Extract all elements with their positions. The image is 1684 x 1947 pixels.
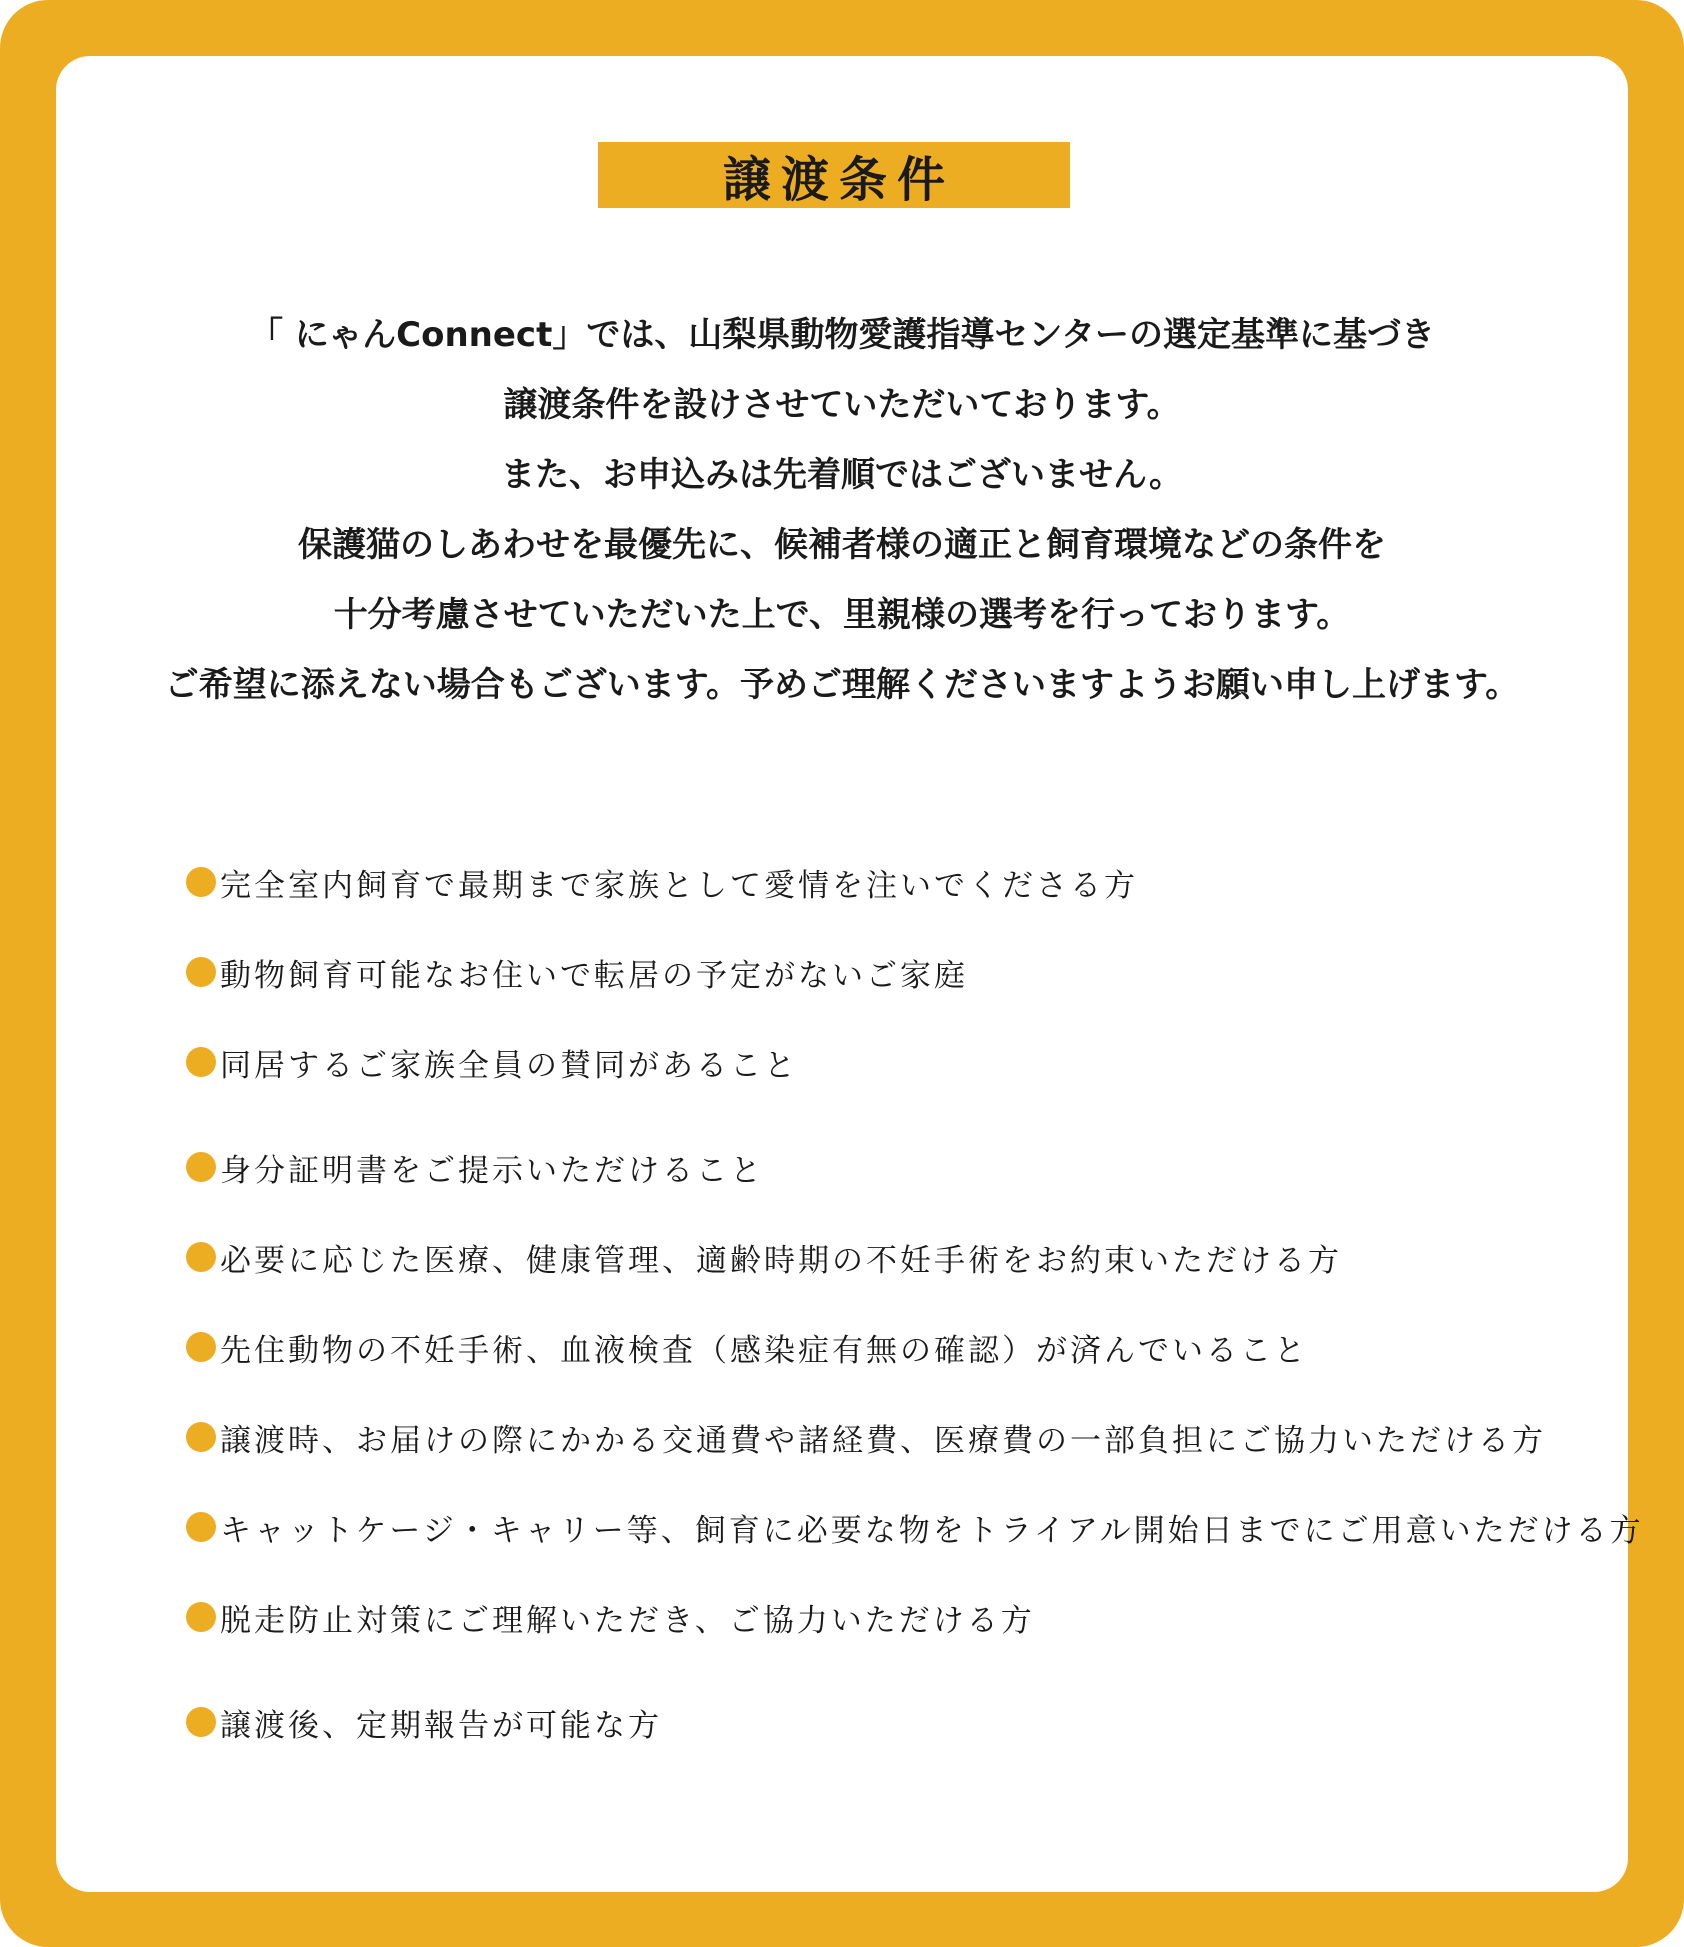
intro-line: 十分考慮させていただいた上で、里親様の選考を行っております。 xyxy=(333,595,1351,635)
bullet-dot-icon xyxy=(186,1047,216,1077)
condition-text: 脱走防止対策にご理解いただき、ご協力いただける方 xyxy=(220,1602,1035,1639)
list-item xyxy=(186,1415,1546,1459)
list-item xyxy=(186,860,1138,904)
list-item xyxy=(186,1325,1308,1369)
list-item xyxy=(186,950,968,994)
bullet-dot-icon xyxy=(186,1332,216,1362)
bullet-dot-icon xyxy=(186,1152,216,1182)
list-item xyxy=(186,1040,798,1084)
condition-text: 先住動物の不妊手術、血液検査（感染症有無の確認）が済んでいること xyxy=(220,1332,1308,1369)
intro-line: ご希望に添えない場合もございます。予めご理解くださいますようお願い申し上げます。 xyxy=(164,665,1520,705)
intro-line: また、お申込みは先着順ではございません。 xyxy=(500,455,1184,495)
list-item xyxy=(186,1700,662,1744)
bullet-dot-icon xyxy=(186,1707,216,1737)
intro-line: 譲渡条件を設けさせていただいております。 xyxy=(503,385,1181,425)
intro-line: 「 にゃんConnect」では、山梨県動物愛護指導センターの選定基準に基づき xyxy=(249,315,1435,355)
page-title: 譲渡条件 xyxy=(722,151,955,208)
condition-text: 同居するご家族全員の賛同があること xyxy=(220,1047,798,1084)
bullet-dot-icon xyxy=(186,1242,216,1272)
bullet-dot-icon xyxy=(186,867,216,897)
bullet-dot-icon xyxy=(186,1602,216,1632)
condition-text: 身分証明書をご提示いただけること xyxy=(220,1152,764,1189)
bullet-dot-icon xyxy=(186,1422,216,1452)
bullet-dot-icon xyxy=(186,957,216,987)
condition-text: 譲渡時、お届けの際にかかる交通費や諸経費、医療費の一部負担にご協力いただける方 xyxy=(220,1422,1546,1459)
intro-line: 保護猫のしあわせを最優先に、候補者様の適正と飼育環境などの条件を xyxy=(298,525,1386,565)
intro-paragraph xyxy=(56,300,1628,720)
list-item xyxy=(186,1595,1035,1639)
bullet-dot-icon xyxy=(186,1512,216,1542)
list-item xyxy=(186,1145,764,1189)
condition-text: 動物飼育可能なお住いで転居の予定がないご家庭 xyxy=(220,957,968,994)
title-band xyxy=(598,142,1070,208)
condition-text: 必要に応じた医療、健康管理、適齢時期の不妊手術をお約束いただける方 xyxy=(220,1242,1342,1279)
condition-text: 譲渡後、定期報告が可能な方 xyxy=(220,1707,662,1744)
condition-text: キャットケージ・キャリー等、飼育に必要な物をトライアル開始日までにご用意いただける方 xyxy=(220,1512,1644,1549)
condition-text: 完全室内飼育で最期まで家族として愛情を注いでくださる方 xyxy=(220,867,1138,904)
list-item xyxy=(186,1505,1644,1549)
content-card xyxy=(56,56,1644,1892)
list-item xyxy=(186,1235,1342,1279)
